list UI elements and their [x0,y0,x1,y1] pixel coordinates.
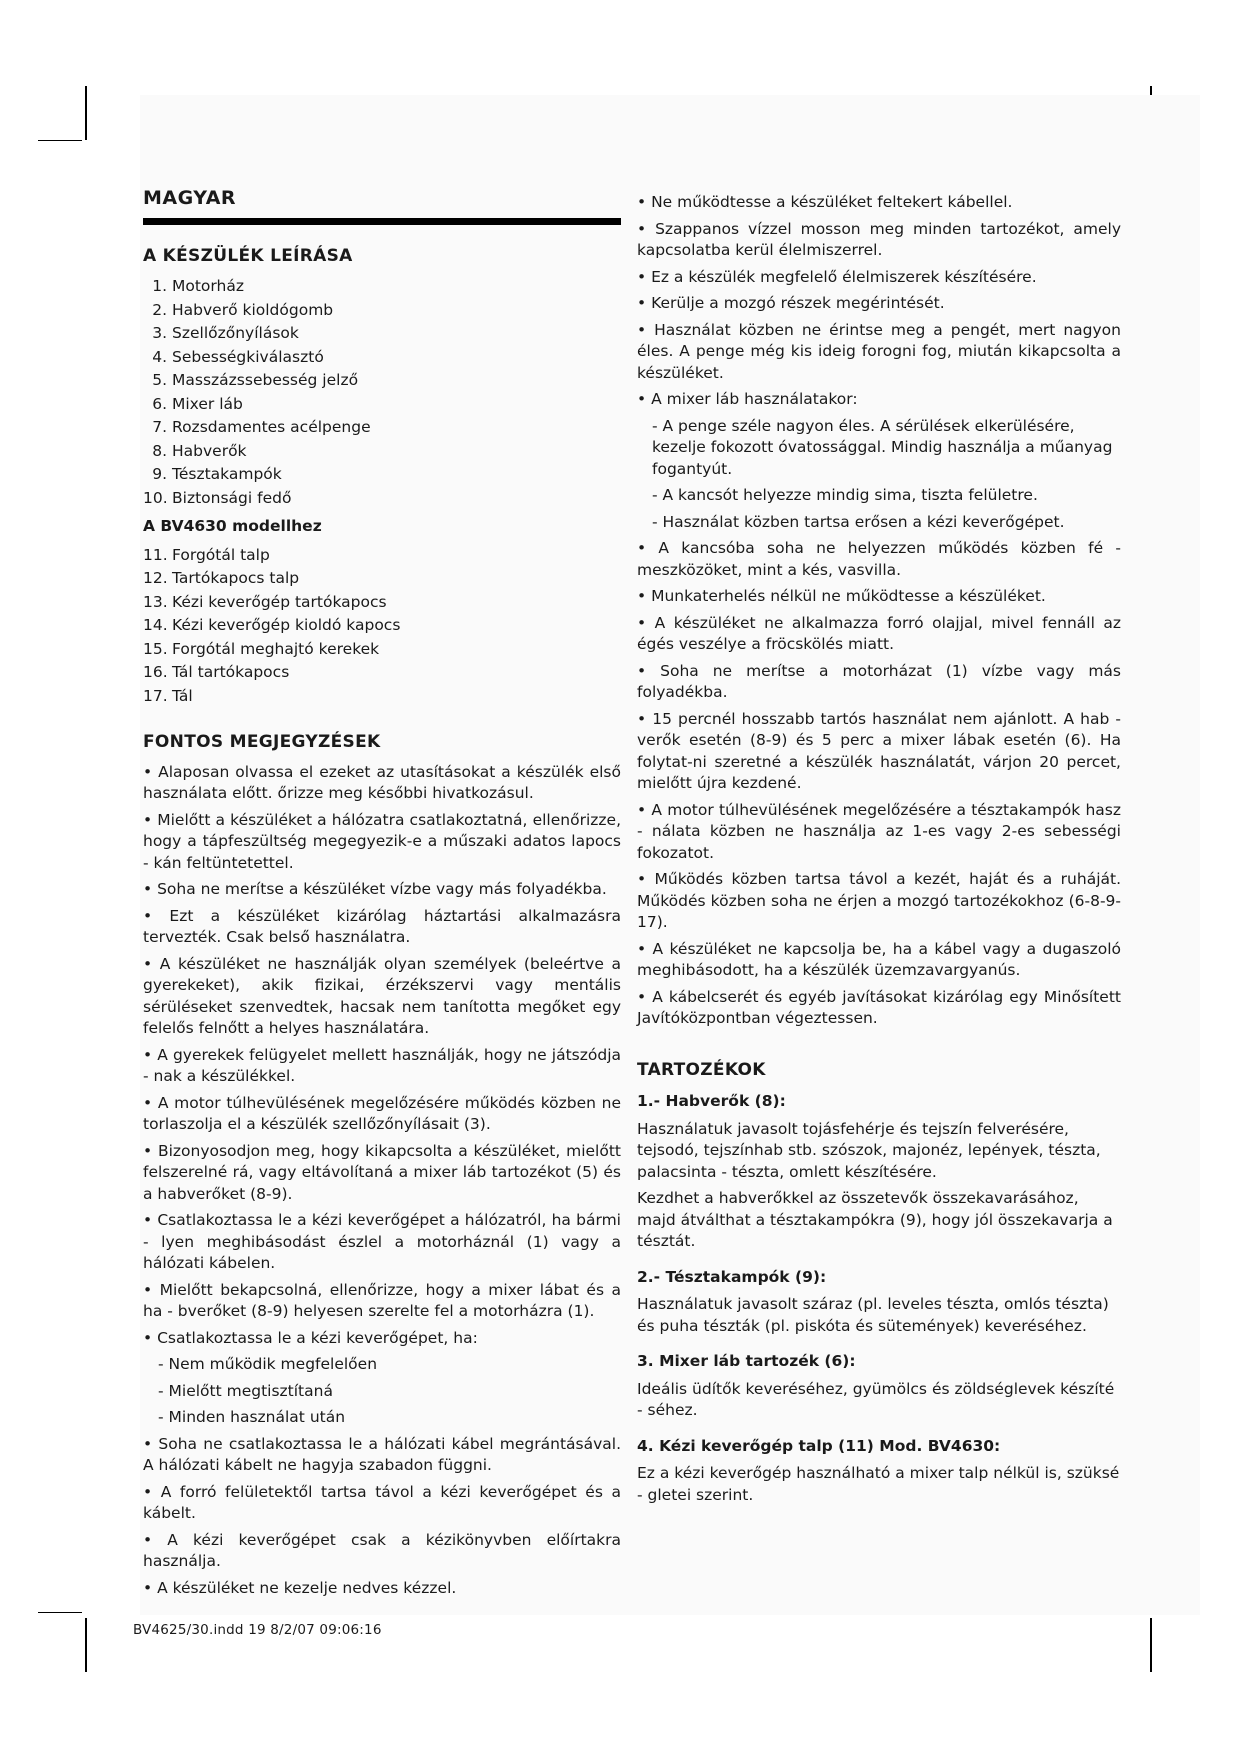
notes-list-a [637,192,1121,411]
accessory-text: Ideális üdítők keveréséhez, gyümölcs és zöldséglevek készíté - séhez. [637,1379,1115,1419]
note-item: • A motor túlhevülésének megelőzésére a tésztakampók hasz - nálata közben ne használja az 1-es vagy 2-es sebességi fokozatot. [637,800,1121,862]
part-number: 5. [152,371,167,389]
part-label: Habverők [172,441,247,460]
accessory-title: 4. Kézi keverőgép talp (11) Mod. BV4630: [637,1436,1001,1455]
crop-mark [85,86,87,140]
part-label: Forgótál talp [172,545,270,564]
note-item: • Alaposan olvassa el ezeket az utasításokat a készülék első használata előtt. őrizze meg későbbi hivatkozásul. [143,762,621,802]
part-label: Rozsdamentes acélpenge [172,418,371,436]
part-label: Tál tartókapocs [172,663,290,681]
note-item: • Ezt a készüléket kizárólag háztartási alkalmazásra tervezték. Csak belső használatra. [143,906,621,946]
part-label: Szellőzőnyílások [172,324,299,342]
accessory-title: 1.- Habverők (8): [637,1092,786,1110]
note-item: • Mielőtt a készüléket a hálózatra csatlakoztatná, ellenőrizze, hogy a tápfeszültség megegyezik-e a műszaki adatos lapocs - kán feltüntetettel. [143,810,621,872]
note-item: • Soha ne merítse a készüléket vízbe vagy más folyadékba. [143,880,607,898]
accessories-list [637,1091,1121,1506]
part-label: Forgótál meghajtó kerekek [172,639,380,658]
part-item [143,544,621,568]
title-rule [143,218,621,225]
part-item [143,440,621,464]
note-item: • A forró felületektől tartsa távol a kézi keverőgépet és a kábelt. [143,1482,621,1522]
crop-mark [38,140,82,141]
mixer-note: - A kancsót helyezze mindig sima, tiszta felületre. [652,486,1038,504]
part-label: Tartókapocs talp [172,569,300,587]
part-label: Kézi keverőgép kioldó kapocs [172,616,401,634]
mixer-note: - Használat közben tartsa erősen a kézi keverőgépet. [652,512,1065,531]
accessory-text: Kezdhet a habverőkkel az összetevők összekavarásához, majd átválthat a tésztakampókra (9), hogy jól összekavarja a tésztát. [637,1189,1113,1250]
left-column [143,188,621,1604]
note-item: • A gyerekek felügyelet mellett használják, hogy ne játszódja - nak a készülékkel. [143,1045,621,1085]
accessory-text: Használatuk javasolt tojásfehérje és tejszín felverésére, tejsodó, tejszínhab stb. szószok, majonéz, lepények, tészta, palacsinta - tészta, omlett készítésére. [637,1119,1101,1181]
part-item [143,416,621,440]
note-item: • A kábelcserét és egyéb javításokat kizárólag egy Minősített Javítóközpontban végeztessen. [637,987,1121,1027]
part-label: Kézi keverőgép tartókapocs [172,592,387,611]
part-item [143,322,621,346]
note-item: • A kézi keverőgépet csak a kézikönyvben előírtakra használja. [143,1530,621,1570]
note-item: • A motor túlhevülésének megelőzésére működés közben ne torlaszolja el a készülék szellőzőnyílásait (3). [143,1093,621,1133]
part-number: 9. [152,465,167,483]
print-footer: BV4625/30.indd 19 8/2/07 09:06:16 [133,1622,382,1638]
note-item: • A mixer láb használatakor: [637,390,858,408]
part-item [143,591,621,615]
note-item: • Csatlakoztassa le a kézi keverőgépet a hálózatról, ha bármi - lyen meghibásodást észlel a motorháznál (1) vagy a hálózati kábelen. [143,1211,621,1272]
part-label: Motorház [172,277,244,295]
part-number: 11. [143,545,168,564]
part-item [143,487,621,511]
notes-heading: FONTOS MEGJEGYZÉSEK [143,732,381,752]
part-number: 4. [152,347,167,366]
accessory-title: 3. Mixer láb tartozék (6): [637,1352,856,1370]
unplug-condition: - Nem működik megfelelően [158,1355,378,1373]
part-item [143,463,621,487]
part-label: Tál [172,686,193,705]
note-item: • Bizonyosodjon meg, hogy kikapcsolta a készüléket, mielőtt felszerelné rá, vagy eltávolítaná a mixer láb tartozékot (5) és a habverőket (8-9). [143,1141,621,1203]
note-item: • Ne működtesse a készüléket feltekert kábellel. [637,193,1013,211]
model-heading: A BV4630 modellhez [143,517,322,535]
note-item: • A készüléket ne használják olyan személyek (beleértve a gyerekeket), akik fizikai, érzékszervi vagy mentális sérüléseket szenvedtek, hacsak nem tanította megőket egy felelős felnőtt a helyes használatára. [143,954,621,1037]
language-title: MAGYAR [143,187,237,209]
unplug-condition: - Minden használat után [158,1408,346,1426]
note-item: • Mielőtt bekapcsolná, ellenőrizze, hogy a mixer lábat és a ha - bverőket (8-9) helyesen szerelte fel a motorházra (1). [143,1280,621,1320]
part-item [143,299,621,323]
accessory-title: 2.- Tésztakampók (9): [637,1267,827,1286]
parts-list [143,275,621,510]
note-item: • Csatlakoztassa le a kézi keverőgépet, ha: [143,1328,478,1347]
part-number: 17. [143,686,168,705]
note-item: • A készüléket ne kezelje nedves kézzel. [143,1578,457,1597]
part-item [143,393,621,417]
part-label: Habverő kioldógomb [172,300,334,319]
right-column [637,192,1121,1511]
part-item [143,275,621,299]
part-number: 6. [152,394,167,413]
part-item [143,369,621,393]
crop-mark [38,1612,82,1613]
crop-mark [85,1618,87,1672]
note-item: • A kancsóba soha ne helyezzen működés közben fé - meszközöket, mint a kés, vasvilla. [637,539,1121,579]
crop-mark [1150,1618,1152,1672]
part-label: Mixer láb [172,394,243,413]
part-number: 12. [143,569,168,587]
note-item: • Működés közben tartsa távol a kezét, haját és a ruháját. Működés közben soha ne érjen a mozgó tartozékokhoz (6-8-9-17). [637,870,1121,931]
note-item: • Soha ne merítse a motorházat (1) vízbe vagy más folyadékba. [637,661,1121,701]
note-item: • Munkaterhelés nélkül ne működtesse a készüléket. [637,587,1046,605]
unplug-condition: - Mielőtt megtisztítaná [158,1381,333,1400]
part-item [143,614,621,638]
part-item [143,685,621,709]
part-label: Biztonsági fedő [172,488,292,507]
description-heading: A KÉSZÜLÉK LEÍRÁSA [143,245,353,266]
part-item [143,567,621,591]
mixer-note: - A penge széle nagyon éles. A sérülések elkerülésére, kezelje fokozott óvatossággal. Mindig használja a műanyag fogantyút. [652,416,1113,478]
note-item: • Szappanos vízzel mosson meg minden tartozékot, amely kapcsolatba kerül élelmiszerrel. [637,219,1121,259]
part-number: 1. [152,277,167,295]
notes-list-end [143,1434,621,1600]
part-number: 14. [143,616,168,634]
part-number: 2. [152,300,167,319]
mixer-notes [637,416,1121,534]
part-number: 10. [143,488,168,507]
note-item: • Használat közben ne érintse meg a pengét, mert nagyon éles. A penge még kis ideig forogni fog, miután kikapcsolta a készüléket. [637,320,1121,382]
model-parts-list [143,544,621,709]
part-item [143,638,621,662]
part-number: 13. [143,592,168,611]
note-item: • Kerülje a mozgó részek megérintését. [637,294,945,312]
note-item: • Soha ne csatlakoztassa le a hálózati kábel megrántásával. A hálózati kábelt ne hagyja szabadon függni. [143,1434,621,1474]
part-label: Tésztakampók [172,465,282,483]
part-label: Masszázssebesség jelző [172,371,359,389]
part-item [143,346,621,370]
accessory-text: Használatuk javasolt száraz (pl. leveles tészta, omlós tészta) és puha tészták (pl. piskóta és sütemények) keveréséhez. [637,1295,1109,1335]
part-item [143,661,621,685]
note-item: • A készüléket ne alkalmazza forró olajjal, mivel fennáll az égés veszélye a fröcskölés miatt. [637,613,1121,653]
unplug-conditions [143,1354,621,1429]
part-number: 3. [152,324,167,342]
accessory-text: Ez a kézi keverőgép használható a mixer talp nélkül is, szüksé - gletei szerint. [637,1464,1120,1504]
part-number: 15. [143,639,168,658]
part-number: 16. [143,663,168,681]
note-item: • 15 percnél hosszabb tartós használat nem ajánlott. A hab - verők esetén (8-9) és 5 perc a mixer lábak esetén (6). Ha folytat-ni szeretné a készülék használatát, várjon 20 percet, mielőtt újra kezdené. [637,709,1121,792]
part-number: 8. [152,441,167,460]
note-item: • Ez a készülék megfelelő élelmiszerek készítésére. [637,267,1037,286]
part-label: Sebességkiválasztó [172,347,324,366]
note-item: • A készüléket ne kapcsolja be, ha a kábel vagy a dugaszoló meghibásodott, ha a készülék üzemzavargyanús. [637,939,1121,979]
notes-list-b [637,538,1121,1030]
part-number: 7. [152,418,167,436]
notes-list [143,762,621,1350]
accessories-heading: TARTOZÉKOK [637,1059,766,1080]
